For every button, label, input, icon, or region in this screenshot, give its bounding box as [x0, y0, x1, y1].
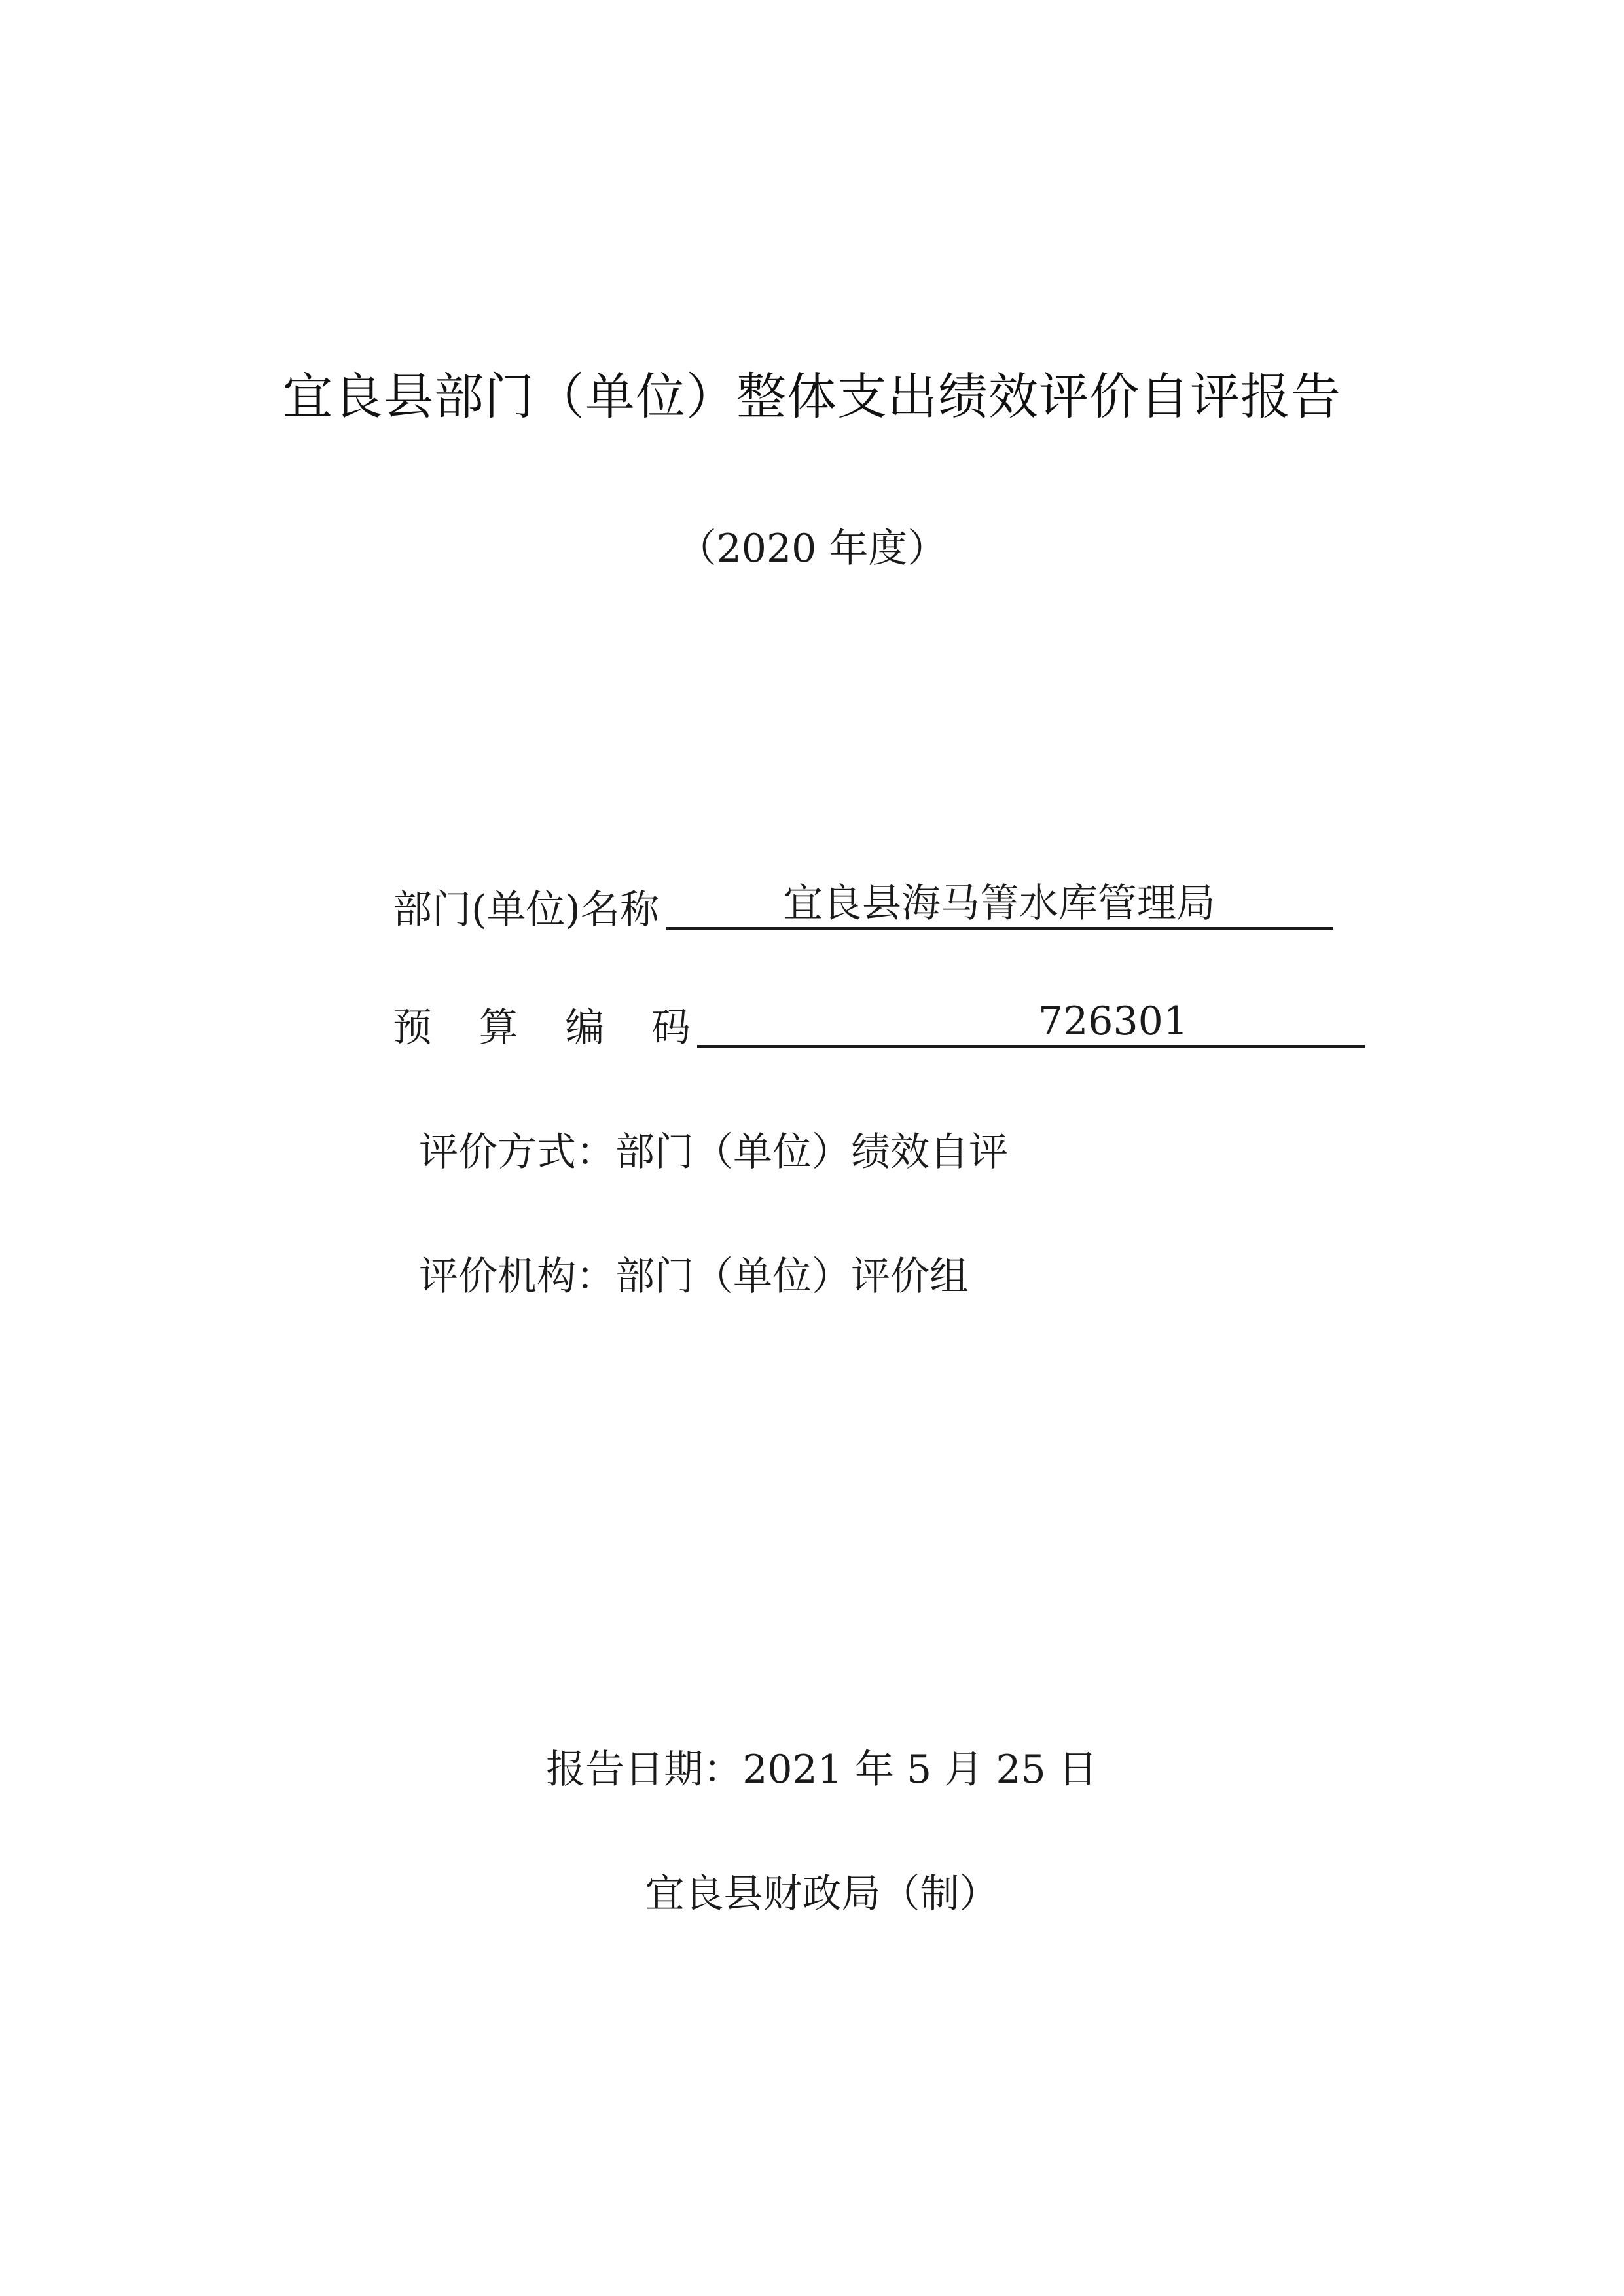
budget-code-underline: [697, 993, 1365, 1048]
department-name-underline: [666, 875, 1333, 930]
budget-code-label-char: 编: [565, 1005, 605, 1051]
report-year: （2020 年度）: [677, 526, 947, 572]
budget-code-label-char: 算: [478, 1005, 518, 1051]
evaluation-method: 评价方式：部门（单位）绩效自评: [419, 1129, 1008, 1175]
budget-code-label: [393, 1005, 691, 1051]
department-name-label: 部门(单位)名称: [393, 887, 659, 933]
budget-code-field: [393, 989, 1365, 1051]
report-title: 宜良县部门（单位）整体支出绩效评价自评报告: [283, 367, 1341, 426]
report-date: 报告日期：2021 年 5 月 25 日: [546, 1747, 1098, 1793]
evaluation-agency: 评价机构：部门（单位）评价组: [419, 1254, 969, 1300]
department-name-field: [393, 871, 1333, 933]
budget-code-value: 726301: [1038, 998, 1188, 1044]
department-name-value: 宜良县海马箐水库管理局: [783, 881, 1216, 926]
budget-code-label-char: 码: [651, 1005, 691, 1051]
budget-code-label-char: 预: [393, 1005, 432, 1051]
issuer: 宜良县财政局（制）: [645, 1871, 999, 1917]
